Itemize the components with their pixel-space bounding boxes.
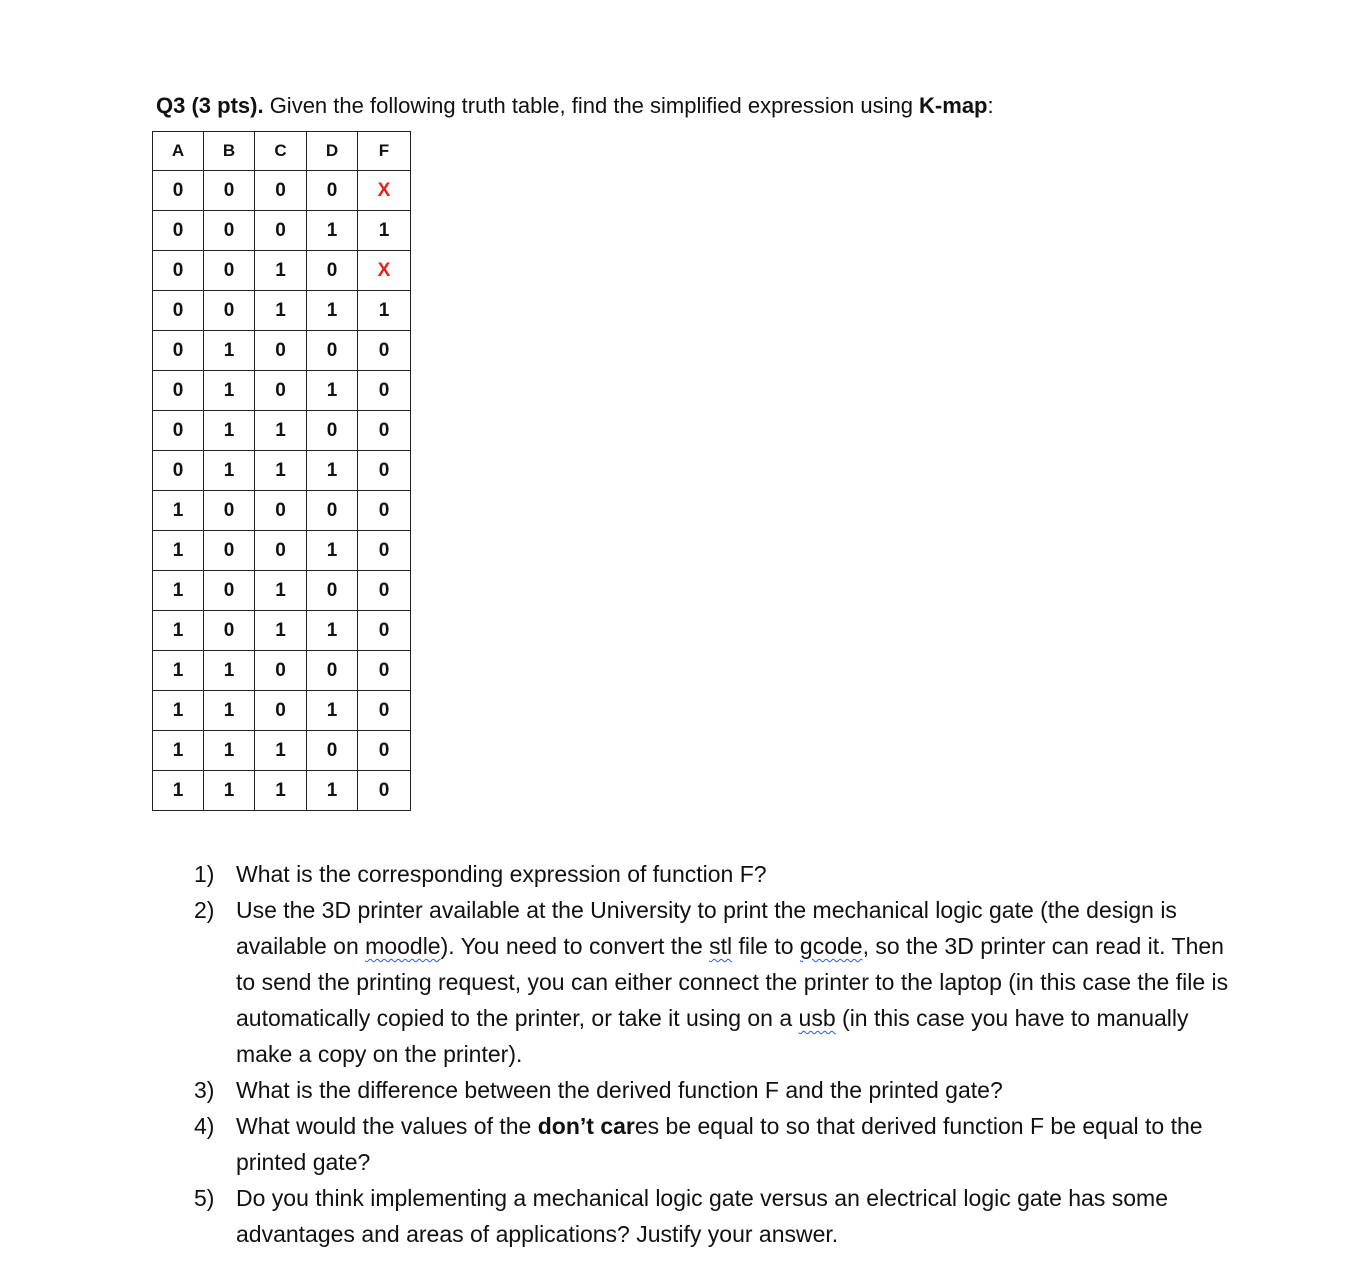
- header-c: C: [255, 132, 307, 171]
- question-4-bold: don’t car: [537, 1113, 635, 1139]
- cell-c: 0: [255, 651, 307, 691]
- question-number: 4): [194, 1113, 215, 1139]
- header-d: D: [307, 132, 358, 171]
- cell-d: 0: [307, 571, 358, 611]
- question-item-4: [194, 1108, 1234, 1180]
- question-number: 5): [194, 1185, 215, 1211]
- cell-b: 1: [204, 731, 255, 771]
- cell-d: 1: [307, 211, 358, 251]
- table-row: [153, 371, 411, 411]
- question-3-text: What is the difference between the derived function F and the printed gate?: [236, 1077, 1003, 1103]
- cell-f: 0: [358, 331, 411, 371]
- question-1-text: What is the corresponding expression of function F?: [236, 861, 767, 887]
- cell-c: 1: [255, 251, 307, 291]
- cell-d: 0: [307, 251, 358, 291]
- cell-b: 1: [204, 691, 255, 731]
- cell-f: 0: [358, 771, 411, 811]
- cell-f: X: [358, 171, 411, 211]
- cell-f: 0: [358, 571, 411, 611]
- question-list: [194, 856, 1234, 1252]
- table-row: [153, 291, 411, 331]
- cell-a: 1: [153, 691, 204, 731]
- cell-d: 0: [307, 491, 358, 531]
- cell-b: 0: [204, 571, 255, 611]
- cell-c: 1: [255, 291, 307, 331]
- table-row: [153, 491, 411, 531]
- cell-c: 0: [255, 531, 307, 571]
- table-row: [153, 331, 411, 371]
- cell-d: 0: [307, 171, 358, 211]
- truth-table-header-row: [153, 132, 411, 171]
- cell-d: 1: [307, 531, 358, 571]
- truth-table: [152, 131, 411, 811]
- cell-f: 0: [358, 691, 411, 731]
- cell-f: X: [358, 251, 411, 291]
- question-heading: [156, 90, 994, 122]
- question-4-text: What would the values of the don’t cares be equal to so that derived function F be equal to the printed gate?: [236, 1113, 1203, 1175]
- cell-c: 0: [255, 171, 307, 211]
- cell-a: 1: [153, 571, 204, 611]
- cell-c: 1: [255, 411, 307, 451]
- cell-f: 0: [358, 371, 411, 411]
- question-number: 3): [194, 1077, 215, 1103]
- question-text-end: :: [987, 93, 994, 118]
- cell-f: 0: [358, 411, 411, 451]
- cell-d: 0: [307, 411, 358, 451]
- cell-b: 0: [204, 171, 255, 211]
- question-bold-term: K-map: [919, 93, 988, 118]
- cell-f: 0: [358, 531, 411, 571]
- cell-a: 0: [153, 451, 204, 491]
- cell-b: 1: [204, 331, 255, 371]
- question-number: 2): [194, 897, 215, 923]
- cell-d: 1: [307, 451, 358, 491]
- cell-a: 0: [153, 331, 204, 371]
- header-a: A: [153, 132, 204, 171]
- cell-c: 0: [255, 371, 307, 411]
- cell-d: 0: [307, 331, 358, 371]
- cell-b: 1: [204, 371, 255, 411]
- question-item-3: [194, 1072, 1234, 1108]
- question-text: Given the following truth table, find the simplified expression using: [263, 93, 920, 118]
- cell-d: 1: [307, 371, 358, 411]
- table-row: [153, 171, 411, 211]
- table-row: [153, 531, 411, 571]
- cell-d: 0: [307, 731, 358, 771]
- cell-f: 0: [358, 651, 411, 691]
- spell-check-word: stl: [709, 933, 733, 959]
- cell-c: 1: [255, 771, 307, 811]
- cell-f: 0: [358, 611, 411, 651]
- table-row: [153, 211, 411, 251]
- cell-b: 0: [204, 251, 255, 291]
- cell-a: 1: [153, 731, 204, 771]
- table-row: [153, 771, 411, 811]
- cell-c: 1: [255, 571, 307, 611]
- table-row: [153, 651, 411, 691]
- question-item-5: [194, 1180, 1234, 1252]
- question-2-text: Use the 3D printer available at the University to print the mechanical logic gate (the design is available on moodle). You need to convert the stl file to gcode, so the 3D printer can read it. Then to send the printing request, you can either connect the printer to the laptop (in this case the file is automatically copied to the printer, or take it using on a usb (in this case you have to manually make a copy on the printer).: [236, 897, 1229, 1067]
- cell-c: 0: [255, 491, 307, 531]
- cell-b: 0: [204, 491, 255, 531]
- cell-c: 1: [255, 731, 307, 771]
- question-item-1: [194, 856, 1234, 892]
- cell-a: 0: [153, 291, 204, 331]
- cell-f: 0: [358, 731, 411, 771]
- question-number: 1): [194, 861, 215, 887]
- cell-b: 1: [204, 771, 255, 811]
- cell-a: 0: [153, 411, 204, 451]
- table-row: [153, 731, 411, 771]
- cell-c: 0: [255, 331, 307, 371]
- cell-a: 1: [153, 771, 204, 811]
- table-row: [153, 251, 411, 291]
- cell-f: 0: [358, 451, 411, 491]
- cell-a: 1: [153, 491, 204, 531]
- cell-d: 1: [307, 771, 358, 811]
- table-row: [153, 411, 411, 451]
- cell-f: 1: [358, 211, 411, 251]
- cell-b: 0: [204, 291, 255, 331]
- cell-a: 1: [153, 531, 204, 571]
- cell-b: 0: [204, 611, 255, 651]
- header-f: F: [358, 132, 411, 171]
- table-row: [153, 691, 411, 731]
- cell-b: 1: [204, 411, 255, 451]
- cell-c: 1: [255, 611, 307, 651]
- spell-check-word: gcode: [799, 933, 863, 959]
- table-row: [153, 571, 411, 611]
- cell-a: 0: [153, 171, 204, 211]
- cell-d: 0: [307, 651, 358, 691]
- question-5-text: Do you think implementing a mechanical logic gate versus an electrical logic gate has some advantages and areas of applications? Justify your answer.: [236, 1185, 1168, 1247]
- cell-b: 1: [204, 651, 255, 691]
- question-label: Q3 (3 pts).: [156, 93, 264, 118]
- cell-d: 1: [307, 611, 358, 651]
- cell-c: 1: [255, 451, 307, 491]
- cell-a: 0: [153, 251, 204, 291]
- cell-a: 0: [153, 211, 204, 251]
- header-b: B: [204, 132, 255, 171]
- spell-check-word: moodle: [365, 933, 441, 959]
- cell-a: 1: [153, 611, 204, 651]
- cell-b: 0: [204, 531, 255, 571]
- cell-d: 1: [307, 691, 358, 731]
- cell-c: 0: [255, 691, 307, 731]
- question-item-2: [194, 892, 1234, 1072]
- cell-b: 0: [204, 211, 255, 251]
- cell-a: 1: [153, 651, 204, 691]
- table-row: [153, 451, 411, 491]
- table-row: [153, 611, 411, 651]
- cell-f: 1: [358, 291, 411, 331]
- spell-check-word: usb: [798, 1005, 836, 1031]
- cell-d: 1: [307, 291, 358, 331]
- cell-a: 0: [153, 371, 204, 411]
- cell-c: 0: [255, 211, 307, 251]
- cell-b: 1: [204, 451, 255, 491]
- cell-f: 0: [358, 491, 411, 531]
